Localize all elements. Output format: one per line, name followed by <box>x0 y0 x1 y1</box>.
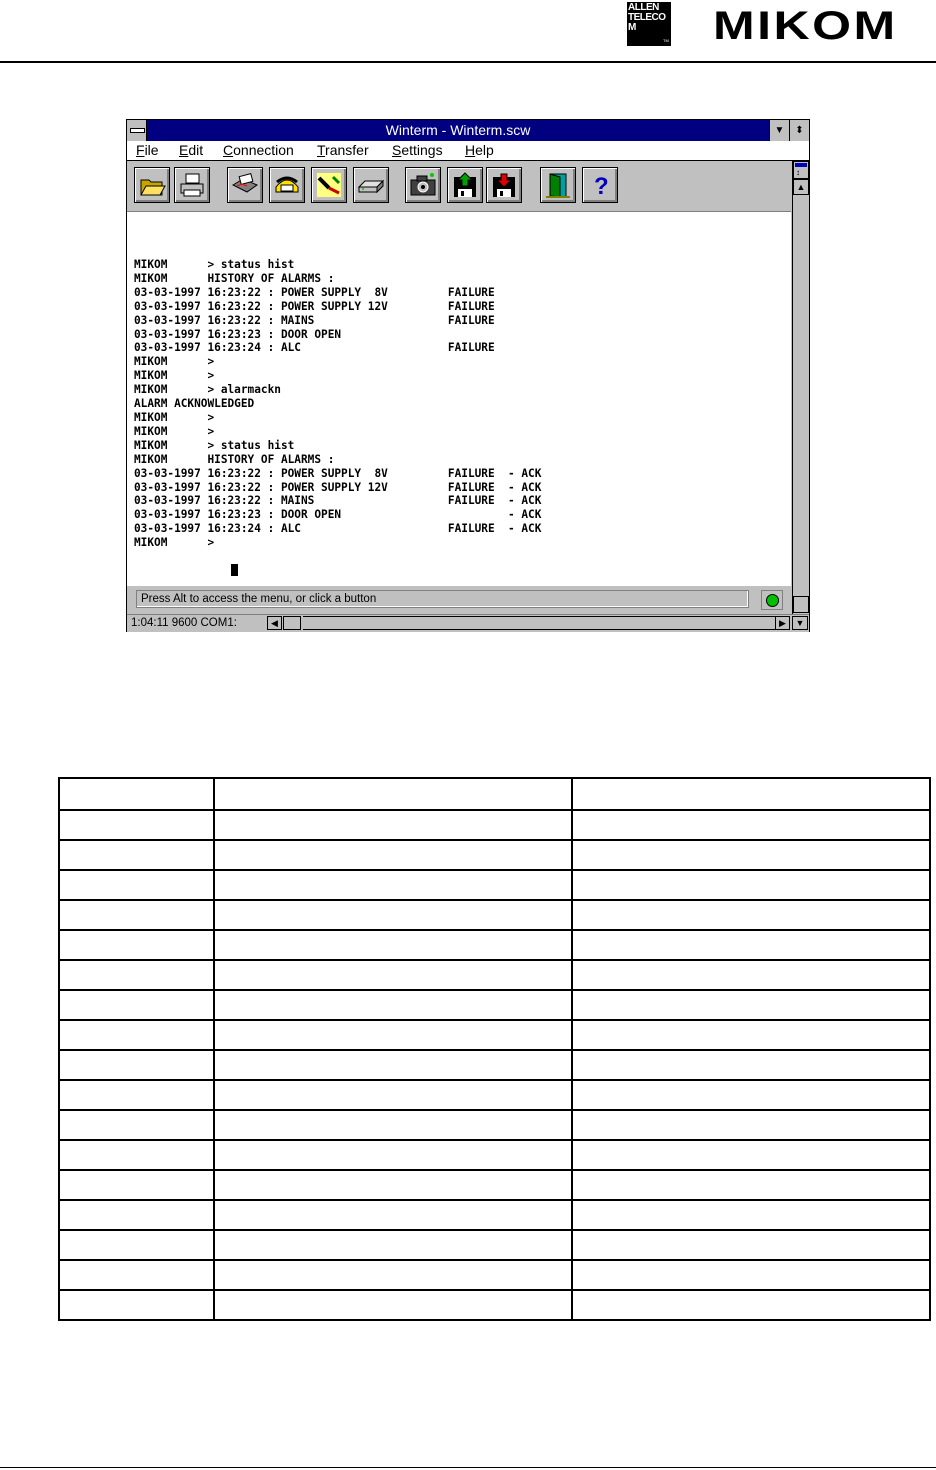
table-row <box>59 960 930 990</box>
table-cell <box>214 930 572 960</box>
table-cell <box>572 1020 930 1050</box>
table-cell <box>214 840 572 870</box>
table-cell <box>572 1140 930 1170</box>
table-row <box>59 810 930 840</box>
minimize-button[interactable]: ▼ <box>769 120 789 141</box>
table-cell <box>59 1260 214 1290</box>
scroll-up-arrow-icon[interactable]: ▲ <box>793 179 809 195</box>
menu-file[interactable]: File <box>136 142 159 158</box>
table-cell <box>572 960 930 990</box>
table-cell <box>572 778 930 810</box>
toolbar <box>127 161 791 212</box>
table-cell <box>214 810 572 840</box>
table-cell <box>214 1170 572 1200</box>
table-cell <box>59 870 214 900</box>
open-folder-icon[interactable] <box>134 167 170 203</box>
table-row <box>59 1170 930 1200</box>
header-rule <box>0 61 936 63</box>
table-cell <box>214 1140 572 1170</box>
table-cell <box>59 810 214 840</box>
table-cell <box>572 1050 930 1080</box>
scroll-down-arrow-icon[interactable]: ▼ <box>792 616 808 630</box>
table-cell <box>59 1140 214 1170</box>
menu-help[interactable]: Help <box>465 142 494 158</box>
menu-settings[interactable]: Settings <box>392 142 443 158</box>
horizontal-scroll-thumb[interactable] <box>283 616 301 630</box>
connection-info: 1:04:11 9600 COM1: <box>131 617 237 629</box>
table-cell <box>214 1080 572 1110</box>
table-cell <box>572 1080 930 1110</box>
restore-button[interactable]: ⬍ <box>789 120 809 141</box>
table-row <box>59 870 930 900</box>
table-row <box>59 1080 930 1110</box>
table-row <box>59 1110 930 1140</box>
exit-door-icon[interactable] <box>540 167 576 203</box>
upload-disk-icon[interactable] <box>447 167 483 203</box>
table-cell <box>572 900 930 930</box>
table-cell <box>572 1290 930 1320</box>
menu-transfer[interactable]: Transfer <box>317 142 369 158</box>
table-cell <box>214 1260 572 1290</box>
table-cell <box>572 1170 930 1200</box>
allen-telecom-logo: ALLEN TELECOM TM <box>627 2 671 46</box>
table-row <box>59 778 930 810</box>
footer-rule <box>0 1467 936 1468</box>
print-icon[interactable] <box>174 167 210 203</box>
blank-table <box>58 777 931 1321</box>
allen-telecom-logo-text: ALLEN TELECOM <box>628 2 666 33</box>
menu-connection[interactable]: Connection <box>223 142 294 158</box>
table-cell <box>214 1290 572 1320</box>
table-cell <box>214 900 572 930</box>
svg-text:?: ? <box>594 173 609 199</box>
table-cell <box>59 990 214 1020</box>
table-row <box>59 1200 930 1230</box>
table-cell <box>59 1050 214 1080</box>
table-cell <box>214 1110 572 1140</box>
table-cell <box>59 960 214 990</box>
table-row <box>59 1230 930 1260</box>
table-cell <box>59 1200 214 1230</box>
terminal-output[interactable] <box>127 212 791 586</box>
table-cell <box>572 840 930 870</box>
hangup-icon[interactable] <box>311 167 347 203</box>
help-icon[interactable] <box>582 167 618 203</box>
table-cell <box>214 778 572 810</box>
fax-icon[interactable] <box>227 167 263 203</box>
table-row <box>59 1140 930 1170</box>
status-message: Press Alt to access the menu, or click a button <box>136 590 749 608</box>
table-cell <box>59 930 214 960</box>
table-cell <box>59 1170 214 1200</box>
horizontal-scrollbar[interactable] <box>303 616 775 630</box>
connection-led-icon <box>761 590 783 610</box>
scroll-left-arrow-icon[interactable]: ◀ <box>267 616 282 630</box>
scroll-right-arrow-icon[interactable]: ▶ <box>775 616 790 630</box>
menu-edit[interactable]: Edit <box>179 142 204 158</box>
table-cell <box>572 1230 930 1260</box>
modem-icon[interactable] <box>353 167 389 203</box>
table-cell <box>572 810 930 840</box>
mikom-logo: MIKOM <box>713 4 898 48</box>
table-cell <box>59 1230 214 1260</box>
svg-text:↕: ↕ <box>796 168 800 177</box>
info-bar <box>127 614 809 632</box>
table-cell <box>59 1110 214 1140</box>
table-row <box>59 840 930 870</box>
terminal-text: MIKOM > status hist MIKOM HISTORY OF ALARMS : 03-03-1997 16:23:22 : POWER SUPPLY 8V FAILURE 03-03-1997 16:23:22 : POWER SUPPLY 12V FAILURE 03-03-1997 16:23:22 : MAINS FAILURE 03-03-1997 16:23:23 : DOOR OPEN 03-03-1997 16:23:24 : ALC FAILURE MIKOM > MIKOM > MIKOM > alarmackn ALARM ACKNOWLEDGED MIKOM > MIKOM > MIKOM > status hist MIKOM HISTORY OF ALARMS : 03-03-1997 16:23:22 : POWER SUPPLY 8V FAILURE - ACK 03-03-1997 16:23:22 : POWER SUPPLY 12V FAILURE - ACK 03-03-1997 16:23:22 : MAINS FAILURE - ACK 03-03-1997 16:23:23 : DOOR OPEN - ACK 03-03-1997 16:23:24 : ALC FAILURE - ACK MIKOM > <box>134 258 542 550</box>
title-bar[interactable] <box>127 120 809 141</box>
table-cell <box>572 1200 930 1230</box>
table-cell <box>59 1020 214 1050</box>
scroll-top-icon[interactable] <box>793 161 809 179</box>
camera-icon[interactable] <box>405 167 441 203</box>
table-cell <box>59 900 214 930</box>
table-cell <box>572 1110 930 1140</box>
window-title: Winterm - Winterm.scw <box>385 122 531 138</box>
table-row <box>59 1260 930 1290</box>
table-row <box>59 990 930 1020</box>
table-cell <box>59 1080 214 1110</box>
menu-bar <box>127 141 809 161</box>
table-cell <box>59 840 214 870</box>
table-cell <box>214 1020 572 1050</box>
vertical-scrollbar[interactable] <box>792 161 809 617</box>
scroll-thumb[interactable] <box>793 596 809 613</box>
table-row <box>59 1050 930 1080</box>
table-cell <box>59 1290 214 1320</box>
status-bar <box>127 587 791 614</box>
download-disk-icon[interactable] <box>486 167 522 203</box>
table-cell <box>572 930 930 960</box>
table-cell <box>214 1200 572 1230</box>
phone-dial-icon[interactable] <box>269 167 305 203</box>
table-cell <box>214 960 572 990</box>
table-row <box>59 930 930 960</box>
system-menu-button[interactable] <box>127 120 147 141</box>
table-row <box>59 1020 930 1050</box>
table-cell <box>572 870 930 900</box>
terminal-cursor <box>231 564 238 576</box>
table-cell <box>59 778 214 810</box>
table-cell <box>214 1050 572 1080</box>
table-cell <box>214 1230 572 1260</box>
table-cell <box>214 990 572 1020</box>
table-cell <box>214 870 572 900</box>
table-row <box>59 1290 930 1320</box>
table-row <box>59 900 930 930</box>
table-cell <box>572 1260 930 1290</box>
winterm-window <box>126 119 810 632</box>
table-cell <box>572 990 930 1020</box>
